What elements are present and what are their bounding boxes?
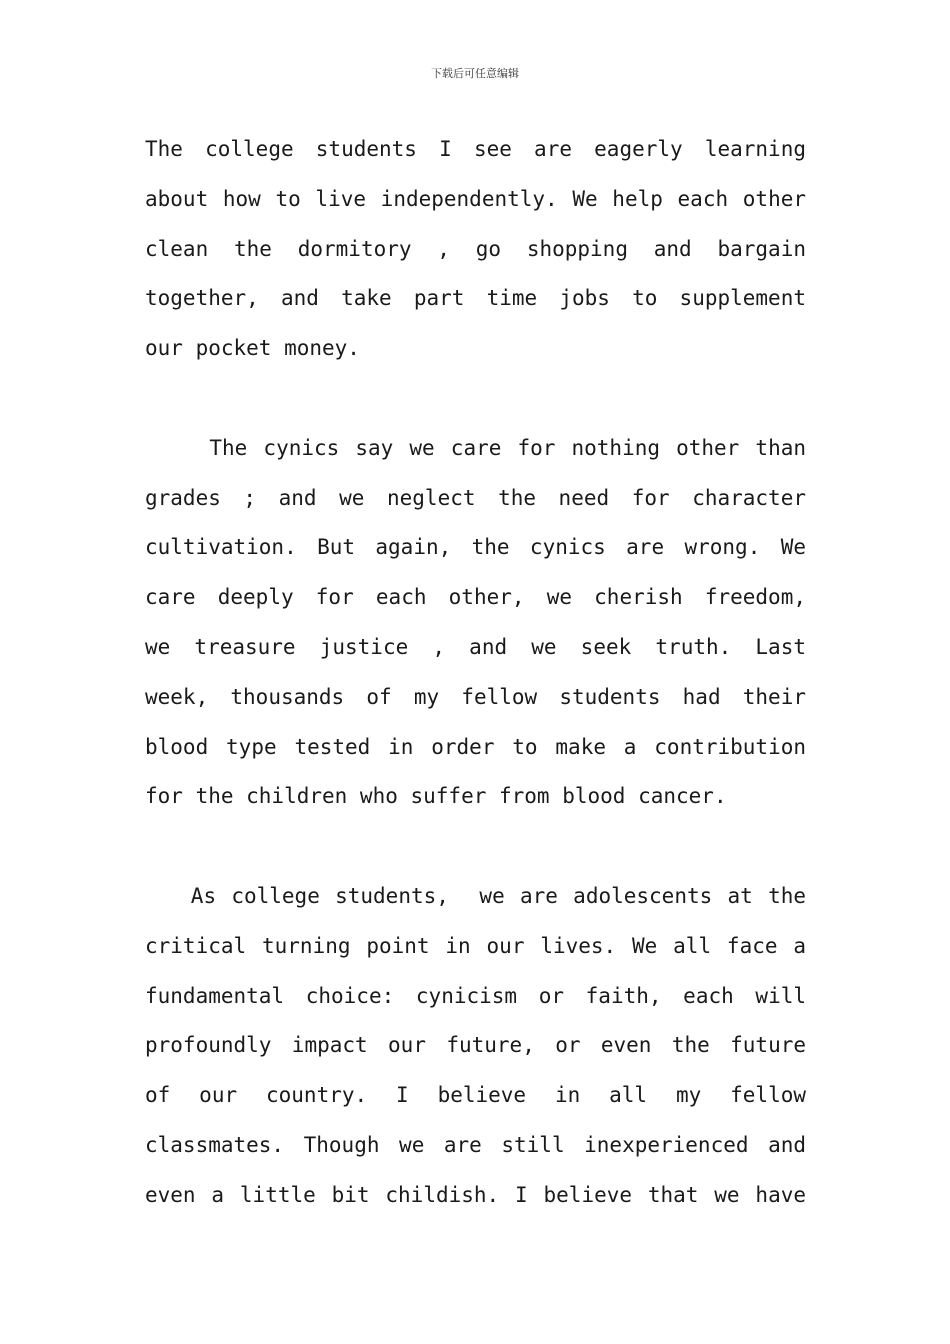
text-line: we treasure justice , and we seek truth. Last — [145, 634, 806, 659]
paragraph-gap — [145, 822, 806, 872]
text-line: critical turning point in our lives. We all face a — [145, 933, 806, 958]
text-line: As college students, we are adolescents at the — [145, 883, 806, 908]
page-header: 下载后可任意编辑 — [431, 67, 519, 80]
document-body — [145, 125, 806, 1221]
text-line: cultivation. But again, the cynics are wrong. We — [145, 535, 806, 560]
text-line: clean the dormitory , go shopping and bargain — [145, 236, 806, 261]
text-line: blood type tested in order to make a contribution — [145, 734, 806, 759]
paragraph-1 — [145, 125, 806, 374]
text-line: for the children who suffer from blood cancer. — [145, 784, 727, 809]
paragraph-gap — [145, 374, 806, 424]
text-line: profoundly impact our future, or even the future — [145, 1033, 806, 1058]
text-line: fundamental choice: cynicism or faith, each will — [145, 983, 806, 1008]
paragraph-3 — [145, 872, 806, 1221]
text-line: The cynics say we care for nothing other than — [145, 435, 806, 460]
text-line: even a little bit childish. I believe that we have — [145, 1182, 806, 1207]
text-line: of our country. I believe in all my fellow — [145, 1083, 806, 1108]
text-line: our pocket money. — [145, 336, 360, 361]
text-line: about how to live independently. We help each other — [145, 186, 806, 211]
text-line: care deeply for each other, we cherish freedom, — [145, 585, 806, 610]
text-line: together, and take part time jobs to supplement — [145, 286, 806, 311]
paragraph-2 — [145, 424, 806, 822]
text-line: week, thousands of my fellow students had their — [145, 684, 806, 709]
text-line: The college students I see are eagerly learning — [145, 137, 806, 161]
text-line: grades ; and we neglect the need for character — [145, 485, 806, 510]
text-line: classmates. Though we are still inexperienced and — [145, 1132, 806, 1157]
